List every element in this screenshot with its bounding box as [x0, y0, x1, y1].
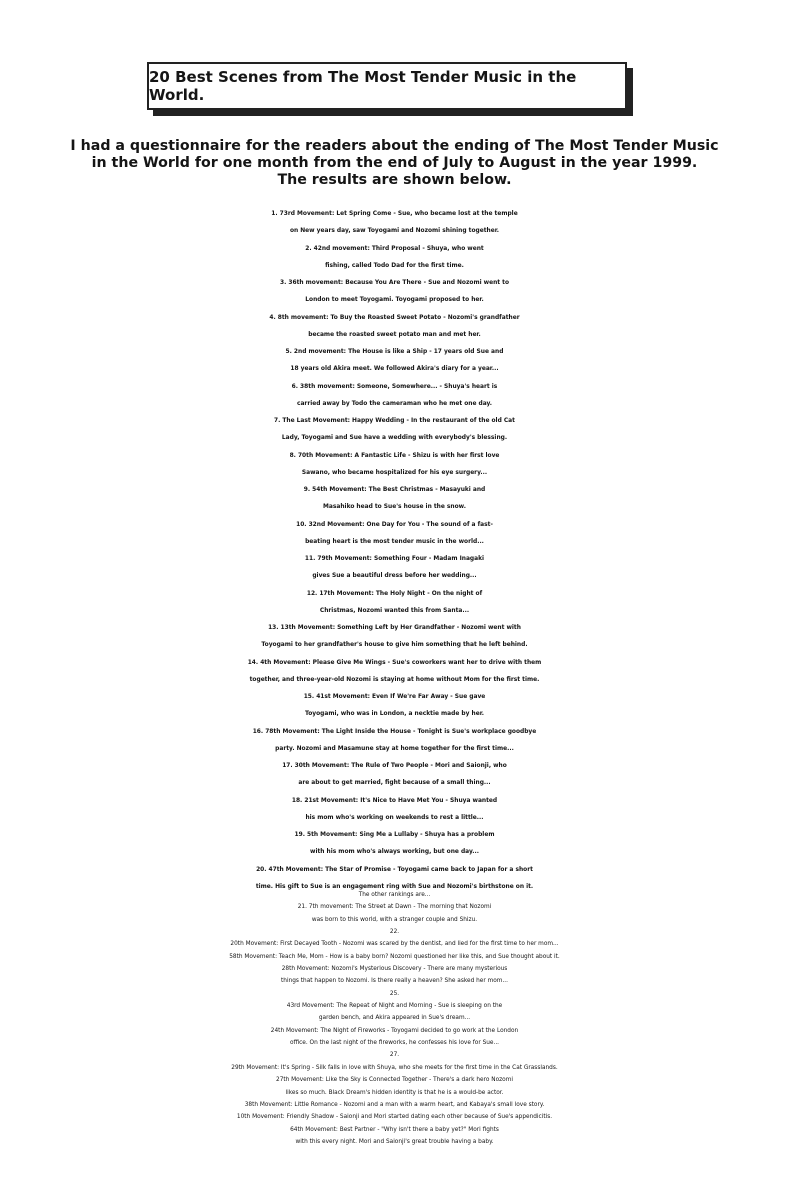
ranking-line: 5. 2nd movement: The House is like a Ship - 17 years old Sue and — [285, 349, 504, 355]
ranking-line: 20. 47th Movement: The Star of Promise - Toyogami came back to Japan for a short — [256, 866, 533, 873]
ranking-line: are about to get married, fight because of a small thing... — [298, 780, 491, 787]
ranking-line: 17. 30th Movement: The Rule of Two People - Mori and Saionji, who — [282, 763, 507, 769]
ranking-line: 14. 4th Movement: Please Give Me Wings - Sue's coworkers want her to drive with them — [247, 659, 542, 666]
other-ranking-line: likes so much. Black Dream's hidden identity is that he is a would-be actor. — [285, 1089, 504, 1096]
ranking-line: fishing, called Todo Dad for the first time. — [325, 262, 464, 269]
ranking-line: 13. 13th Movement: Something Left by Her Grandfather - Nozomi went with — [268, 625, 521, 631]
other-rankings-list — [0, 889, 789, 1148]
ranking-line: time. His gift to Sue is an engagement ring with Sue and Nozomi's birthstone on it. — [255, 883, 534, 890]
ranking-line: 11. 79th Movement: Something Four - Madam Inagaki — [304, 556, 485, 562]
ranking-line: 7. The Last Movement: Happy Wedding - In the restaurant of the old Cat — [274, 418, 515, 424]
ranking-line: 16. 78th Movement: The Light Inside the House - Tonight is Sue's workplace goodbye — [252, 728, 537, 735]
ranking-line: 18 years old Akira meet. We followed Akira's diary for a year... — [290, 366, 499, 373]
other-ranking-line: 64th Movement: Best Partner - "Why isn't there a baby yet?" Mori fights — [290, 1126, 499, 1133]
intro-line: in the World for one month from the end of July to August in the year 1999. — [91, 155, 698, 172]
other-ranking-line: garden bench, and Akira appeared in Sue's dream... — [318, 1015, 471, 1022]
other-ranking-line: 27th Movement: Like the Sky is Connected Together - There's a dark hero Nozomi — [276, 1077, 513, 1084]
ranking-line: 12. 17th Movement: The Holy Night - On the night of — [306, 590, 483, 597]
ranking-line: 15. 41st Movement: Even If We're Far Away - Sue gave — [303, 694, 486, 700]
ranking-line: London to meet Toyogami. Toyogami proposed to her. — [305, 297, 484, 304]
other-ranking-line: 20th Movement: First Decayed Tooth - Nozomi was scared by the dentist, and lied for the first time to her mom... — [230, 941, 559, 948]
ranking-line: 9. 54th Movement: The Best Christmas - Masayuki and — [303, 487, 486, 493]
ranking-line: became the roasted sweet potato man and met her. — [308, 331, 481, 338]
other-ranking-line: 27. — [389, 1052, 400, 1059]
other-ranking-line: 21. 7th movement: The Street at Dawn - The morning that Nozomi — [297, 904, 492, 911]
other-ranking-line: office. On the last night of the fireworks, he confesses his love for Sue... — [289, 1040, 500, 1047]
ranking-line: beating heart is the most tender music in the world... — [305, 538, 484, 545]
ranking-line: 1. 73rd Movement: Let Spring Come - Sue, who became lost at the temple — [271, 211, 518, 217]
ranking-line: 4. 8th movement: To Buy the Roasted Sweet Potato - Nozomi's grandfather — [269, 314, 520, 321]
other-ranking-line: things that happen to Nozomi. Is there really a heaven? She asked her mom... — [281, 978, 508, 985]
other-ranking-line: 29th Movement: It's Spring - Silk falls in love with Shuya, who she meets for the first time in the Cat Grasslands. — [231, 1064, 558, 1071]
ranking-line: his mom who's working on weekends to rest a little... — [305, 814, 484, 821]
ranking-line: 6. 38th movement: Someone, Somewhere... - Shuya's heart is — [291, 383, 498, 390]
intro-line: I had a questionnaire for the readers about the ending of The Most Tender Music — [70, 138, 719, 154]
ranking-line: Toyogami to her grandfather's house to give him something that he left behind. — [261, 642, 528, 649]
ranking-line: 10. 32nd Movement: One Day for You - The sound of a fast- — [296, 521, 493, 528]
title-box — [147, 62, 627, 110]
ranking-line: Lady, Toyogami and Sue have a wedding with everybody's blessing. — [281, 435, 508, 442]
top-twenty-list — [0, 206, 789, 896]
other-ranking-line: 43rd Movement: The Repeat of Night and Morning - Sue is sleeping on the — [286, 1003, 503, 1010]
ranking-line: 8. 70th Movement: A Fantastic Life - Shizu is with her first love — [289, 452, 500, 459]
other-ranking-line: 24th Movement: The Night of Fireworks - Toyogami decided to go work at the London — [270, 1027, 519, 1034]
ranking-line: Sawano, who became hospitalized for his eye surgery... — [301, 469, 488, 476]
ranking-line: 19. 5th Movement: Sing Me a Lullaby - Shuya has a problem — [294, 832, 495, 838]
other-ranking-line: 25. — [389, 990, 400, 997]
ranking-line: 3. 36th movement: Because You Are There - Sue and Nozomi went to — [279, 280, 510, 286]
other-ranking-line: 28th Movement: Nozomi's Mysterious Discovery - There are many mysterious — [281, 966, 508, 973]
ranking-line: with his mom who's always working, but one day... — [310, 849, 479, 856]
ranking-line: on New years day, saw Toyogami and Nozomi shining together. — [289, 228, 500, 235]
other-ranking-line: was born to this world, with a stranger couple and Shizu. — [311, 916, 478, 923]
ranking-line: Masahiko head to Sue's house in the snow. — [323, 504, 466, 511]
other-ranking-line: 58th Movement: Teach Me, Mom - How is a baby born? Nozomi questioned her like this, and Sue thought about it. — [229, 953, 560, 960]
ranking-line: gives Sue a beautiful dress before her wedding... — [312, 573, 477, 580]
intro-line: The results are shown below. — [277, 172, 512, 189]
ranking-line: together, and three-year-old Nozomi is staying at home without Mom for the first time. — [249, 676, 540, 683]
other-ranking-line: The other rankings are... — [358, 892, 431, 898]
ranking-line: 18. 21st Movement: It's Nice to Have Met You - Shuya wanted — [291, 797, 498, 804]
other-ranking-line: with this every night. Mori and Saionji's great trouble having a baby. — [295, 1138, 494, 1145]
ranking-line: Toyogami, who was in London, a necktie made by her. — [305, 711, 484, 718]
page-title: 20 Best Scenes from The Most Tender Music in the World. — [149, 68, 577, 104]
ranking-line: carried away by Todo the cameraman who he met one day. — [296, 400, 493, 407]
other-ranking-line: 10th Movement: Friendly Shadow - Saionji and Mori started dating each other because of Sue's appendicitis. — [236, 1114, 553, 1121]
other-ranking-line: 38th Movement: Little Romance - Nozomi and a man with a warm heart, and Kabaya's small love story. — [244, 1101, 545, 1108]
ranking-line: Christmas, Nozomi wanted this from Santa... — [319, 607, 470, 614]
intro-paragraph — [40, 138, 749, 190]
ranking-line: party. Nozomi and Masamune stay at home together for the first time... — [275, 745, 514, 752]
ranking-line: 2. 42nd movement: Third Proposal - Shuya, who went — [305, 245, 484, 252]
other-ranking-line: 22. — [389, 929, 400, 936]
